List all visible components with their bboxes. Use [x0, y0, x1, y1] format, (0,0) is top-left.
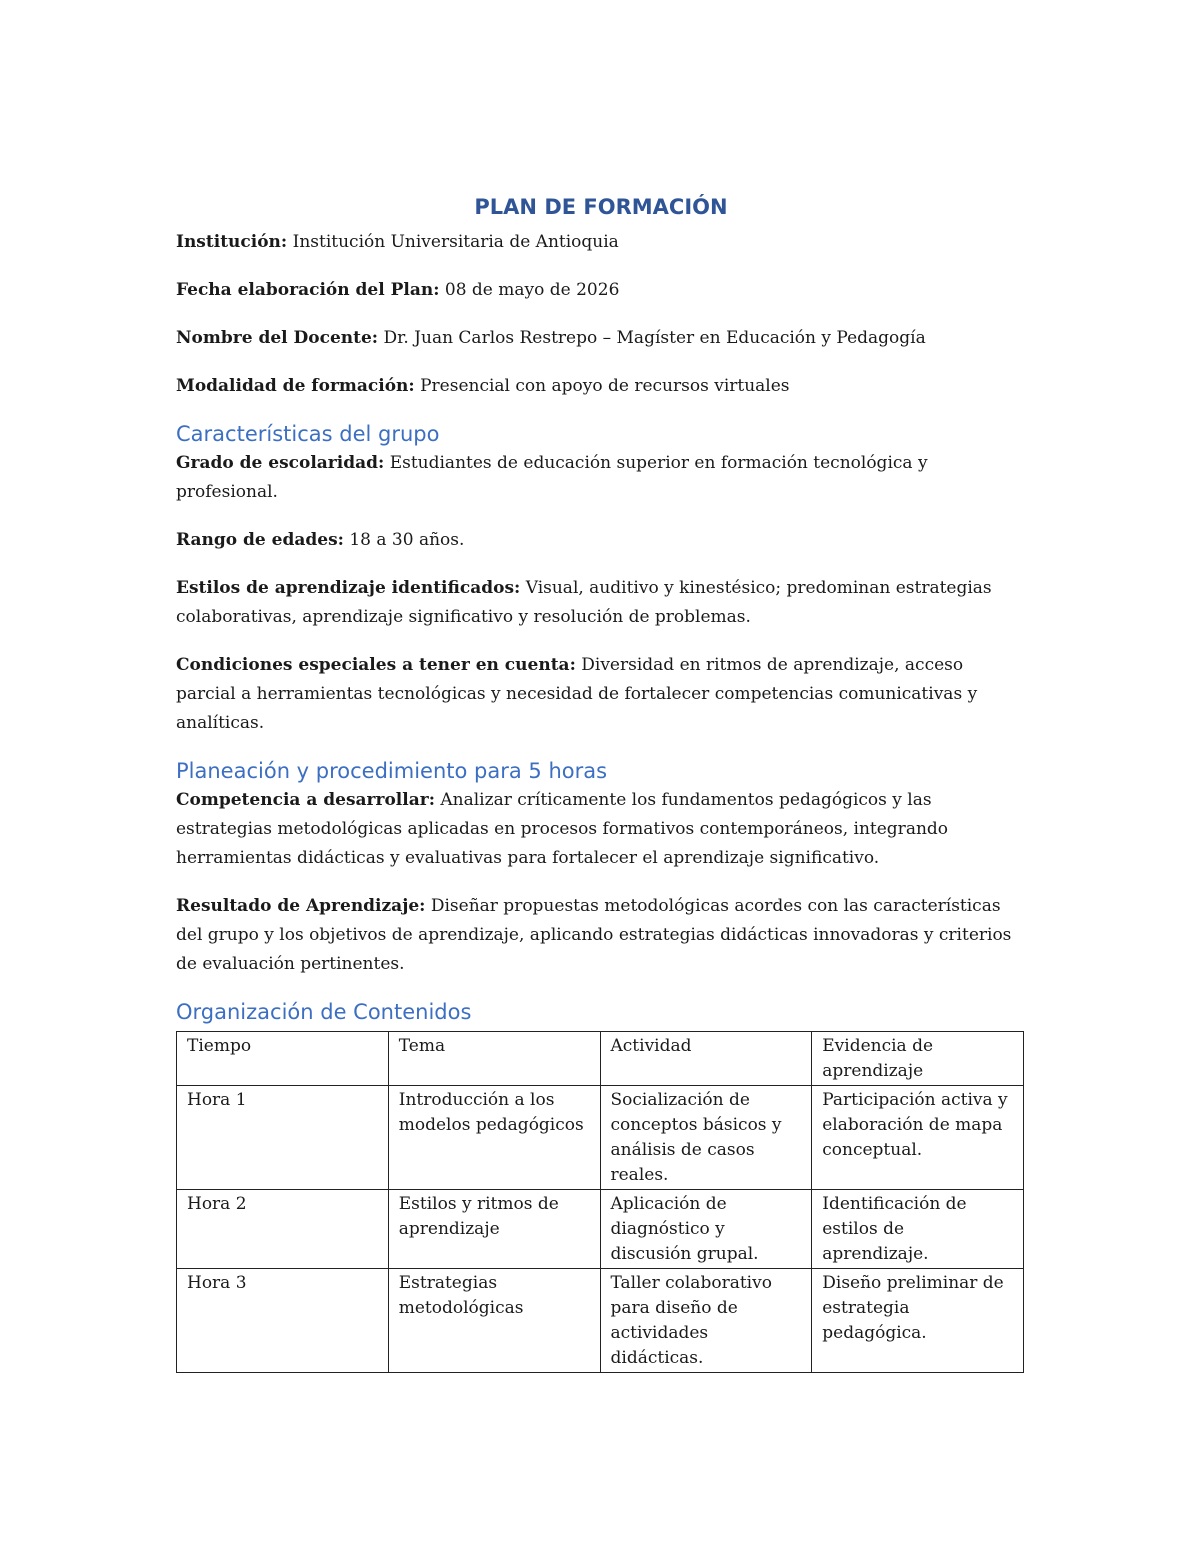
learning-outcome-field: [176, 892, 1026, 979]
document-title: PLAN DE FORMACIÓN: [474, 195, 728, 219]
learning-styles-field: [176, 574, 1026, 632]
table-cell: Participación activa y elaboración de mapa conceptual.: [812, 1086, 1024, 1190]
field-label: Resultado de Aprendizaje:: [176, 896, 426, 916]
teacher-field: [176, 324, 1026, 353]
table-cell: Taller colaborativo para diseño de actividades didácticas.: [600, 1269, 812, 1373]
table-header-cell: Evidencia de aprendizaje: [812, 1032, 1024, 1086]
field-label: Nombre del Docente:: [176, 328, 379, 348]
table-header-row: [177, 1032, 1024, 1086]
field-value: Dr. Juan Carlos Restrepo – Magíster en Educación y Pedagogía: [378, 328, 926, 348]
field-label: Institución:: [176, 232, 288, 252]
table-header-cell: Actividad: [600, 1032, 812, 1086]
field-value: Visual, auditivo y kinestésico; predominan estrategias colaborativas, aprendizaje significativo y resolución de problemas.: [176, 578, 992, 627]
field-value: Diversidad en ritmos de aprendizaje, acceso parcial a herramientas tecnológicas y necesidad de fortalecer competencias comunicativas y analíticas.: [176, 655, 978, 733]
date-field: [176, 276, 1026, 305]
field-value: Diseñar propuestas metodológicas acordes con las características del grupo y los objetivos de aprendizaje, aplicando estrategias didácticas innovadoras y criterios de evaluación pertinentes.: [176, 896, 1012, 974]
table-cell: Identificación de estilos de aprendizaje.: [812, 1190, 1024, 1269]
field-value: Analizar críticamente los fundamentos pedagógicos y las estrategias metodológicas aplicadas en procesos formativos contemporáneos, integrando herramientas didácticas y evaluativas para fortalecer el aprendizaje significativo.: [176, 790, 949, 868]
table-header-cell: Tiempo: [177, 1032, 389, 1086]
field-value: Presencial con apoyo de recursos virtuales: [414, 376, 790, 396]
table-cell: Introducción a los modelos pedagógicos: [388, 1086, 600, 1190]
document-content: [176, 192, 1026, 1373]
table-cell: Diseño preliminar de estrategia pedagógica.: [812, 1269, 1024, 1373]
group-characteristics-heading: Características del grupo: [176, 422, 440, 446]
field-label: Modalidad de formación:: [176, 376, 415, 396]
field-label: Estilos de aprendizaje identificados:: [176, 578, 521, 598]
contents-table: [176, 1031, 1024, 1373]
table-row: [177, 1086, 1024, 1190]
field-label: Condiciones especiales a tener en cuenta:: [176, 655, 576, 675]
field-value: 18 a 30 años.: [343, 530, 465, 550]
competence-field: [176, 786, 1026, 873]
field-value: Estudiantes de educación superior en formación tecnológica y profesional.: [176, 453, 928, 502]
table-row: [177, 1269, 1024, 1373]
institution-field: [176, 228, 1026, 257]
table-cell: Hora 2: [177, 1190, 389, 1269]
contents-heading: Organización de Contenidos: [176, 1000, 472, 1024]
field-label: Competencia a desarrollar:: [176, 790, 435, 810]
field-label: Rango de edades:: [176, 530, 344, 550]
modality-field: [176, 372, 1026, 401]
table-row: [177, 1190, 1024, 1269]
field-label: Fecha elaboración del Plan:: [176, 280, 440, 300]
table-cell: Hora 1: [177, 1086, 389, 1190]
field-value: Institución Universitaria de Antioquia: [287, 232, 619, 252]
table-header-cell: Tema: [388, 1032, 600, 1086]
planning-heading: Planeación y procedimiento para 5 horas: [176, 759, 608, 783]
age-range-field: [176, 526, 1026, 555]
table-cell: Estilos y ritmos de aprendizaje: [388, 1190, 600, 1269]
special-conditions-field: [176, 651, 1026, 738]
field-value: 08 de mayo de 2026: [439, 280, 620, 300]
table-cell: Aplicación de diagnóstico y discusión grupal.: [600, 1190, 812, 1269]
table-cell: Socialización de conceptos básicos y análisis de casos reales.: [600, 1086, 812, 1190]
table-cell: Estrategias metodológicas: [388, 1269, 600, 1373]
field-label: Grado de escolaridad:: [176, 453, 385, 473]
schooling-field: [176, 449, 1026, 507]
table-cell: Hora 3: [177, 1269, 389, 1373]
